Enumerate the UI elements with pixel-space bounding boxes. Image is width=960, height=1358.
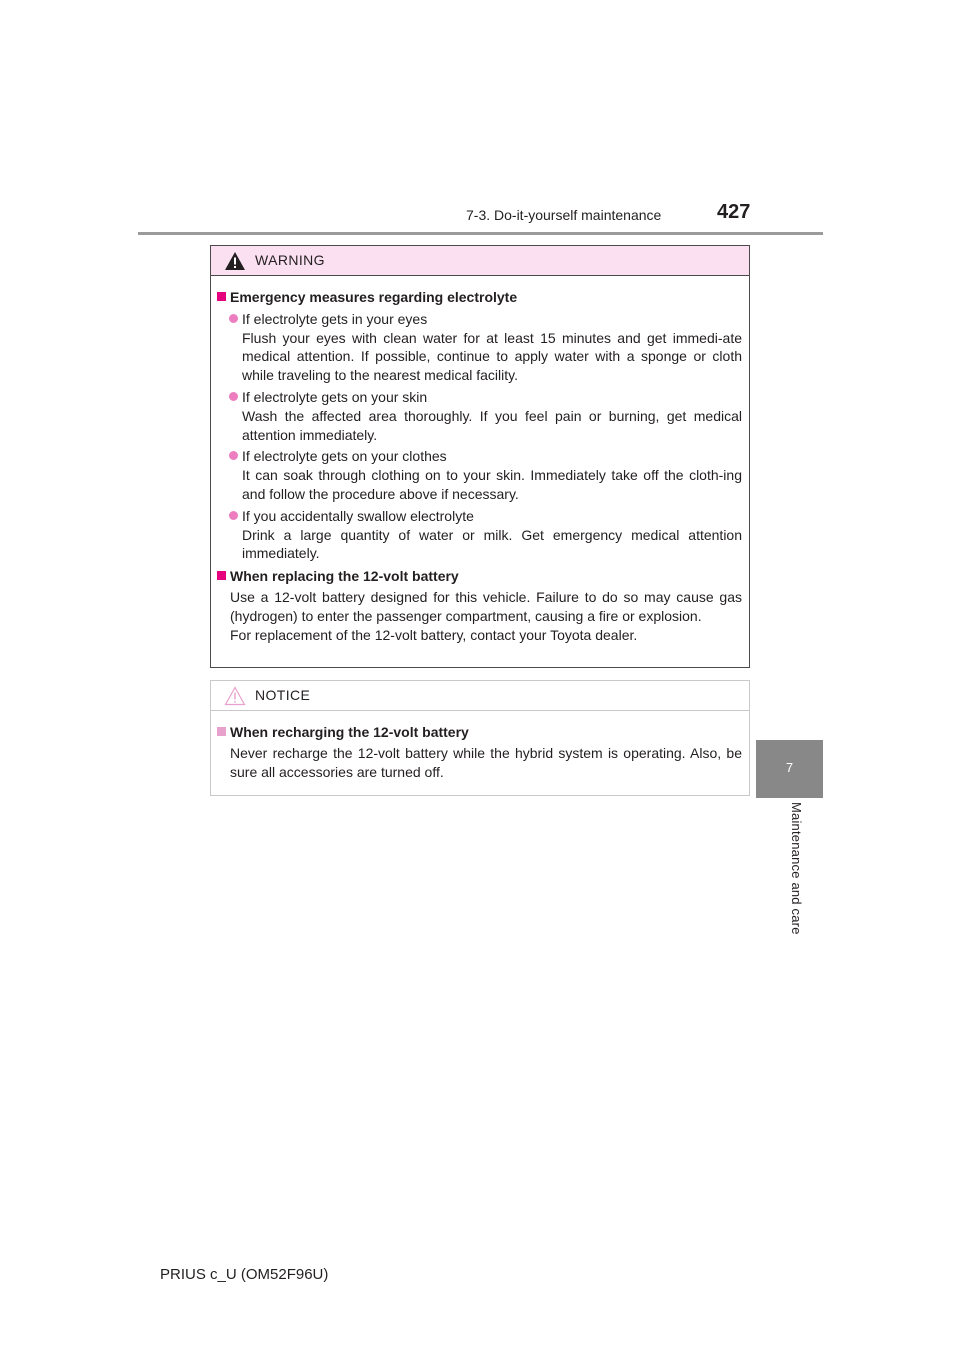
chapter-number: 7 <box>785 760 794 775</box>
warning-topic-title: Emergency measures regarding electrolyte <box>217 288 742 307</box>
warning-label: WARNING <box>255 252 325 268</box>
warning-body <box>211 276 749 644</box>
notice-box <box>210 680 750 796</box>
item-heading: If electrolyte gets on your skin <box>242 388 428 405</box>
chapter-title: Maintenance and care <box>789 802 804 935</box>
paragraph: Never recharge the 12-volt battery while the hybrid system is operating. Also, be sure all accessories are turned off. <box>230 744 742 780</box>
item-heading: If electrolyte gets in your eyes <box>242 310 428 327</box>
paragraph: Use a 12-volt battery designed for this vehicle. Failure to do so may cause gas (hydrogen) to enter the passenger compartment, causing a fire or explosion. <box>230 588 742 624</box>
page-number: 427 <box>717 201 751 223</box>
notice-header <box>211 681 749 711</box>
square-bullet-icon <box>217 292 226 301</box>
list-item <box>217 388 742 444</box>
round-bullet-icon <box>229 314 238 323</box>
item-heading: If electrolyte gets on your clothes <box>242 448 447 465</box>
notice-triangle-outline-icon <box>224 686 246 706</box>
section-title: 7-3. Do-it-yourself maintenance <box>466 207 662 223</box>
item-text: Flush your eyes with clean water for at least 15 minutes and get immedi-ate medical attention. If possible, continue to apply water with a sponge or cloth while traveling to the nearest medical facility. <box>242 329 742 384</box>
square-bullet-icon <box>217 727 226 736</box>
warning-triangle-icon <box>224 251 246 271</box>
item-text: Drink a large quantity of water or milk. Get emergency medical attention immediately. <box>242 526 742 562</box>
square-bullet-icon <box>217 571 226 580</box>
list-item <box>217 507 742 563</box>
model-code: PRIUS c_U (OM52F96U) <box>160 1266 329 1283</box>
notice-label: NOTICE <box>255 687 311 703</box>
item-heading: If you accidentally swallow electrolyte <box>242 507 474 524</box>
warning-topic-title: When replacing the 12-volt battery <box>217 567 742 586</box>
item-text: Wash the affected area thoroughly. If you feel pain or burning, get medical attention immediately. <box>242 407 742 443</box>
paragraph: For replacement of the 12-volt battery, contact your Toyota dealer. <box>230 626 638 643</box>
item-text: It can soak through clothing on to your skin. Immediately take off the cloth-ing and follow the procedure above if necessary. <box>242 467 742 502</box>
header-divider <box>138 232 823 235</box>
list-item <box>217 310 742 385</box>
notice-topic-title: When recharging the 12-volt battery <box>217 723 742 742</box>
notice-body <box>211 711 749 781</box>
chapter-tab <box>756 740 823 798</box>
warning-box <box>210 245 750 668</box>
round-bullet-icon <box>229 451 238 460</box>
round-bullet-icon <box>229 511 238 520</box>
list-item <box>217 447 742 503</box>
round-bullet-icon <box>229 392 238 401</box>
warning-header <box>211 246 749 276</box>
